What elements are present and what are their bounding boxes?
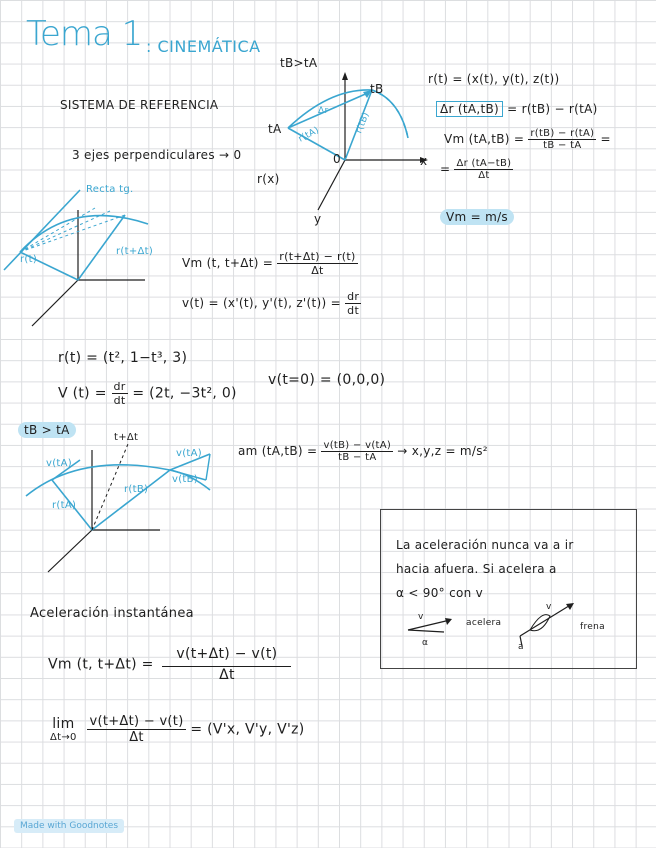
eq-v-t-frac: [345, 290, 361, 317]
label-y-axis: y: [314, 212, 322, 226]
label-tB: tB: [370, 82, 384, 96]
mid-v-tA: v(tA): [46, 458, 72, 469]
mid-v-tB: v(tB): [172, 474, 199, 485]
tb-ta-label: tB>tA: [280, 56, 318, 70]
label-origin: 0: [333, 152, 341, 166]
example-v-den: dt: [113, 394, 126, 407]
eq-vm-inst: [48, 646, 291, 683]
left-r-tdt-label: r(t+Δt): [116, 246, 154, 257]
goodnotes-badge: Made with Goodnotes: [14, 819, 124, 833]
mid-r-tB: r(tB): [124, 484, 149, 495]
eq-am-num: v(tB) − v(tA): [323, 440, 392, 451]
eq-v-t-den: dt: [347, 304, 360, 317]
sketch-acelera: acelera: [466, 618, 502, 628]
sketch-frena: frena: [580, 622, 605, 632]
eq-vm2-den: Δt: [478, 170, 490, 181]
example-v-num: dr: [113, 380, 126, 393]
eq-vm2-lhs: =: [440, 162, 451, 176]
page-title: Tema 1: [26, 14, 143, 54]
eq-am-rhs: → x,y,z = m/s²: [397, 444, 488, 458]
eq-displacement: [436, 102, 598, 116]
units-velocity: Vm = m/s: [440, 209, 514, 225]
sistema-heading: SISTEMA DE REFERENCIA: [60, 98, 219, 112]
page-subtitle: : CINEMÁTICA: [146, 37, 261, 56]
label-r-tA: r(tA): [296, 125, 321, 145]
sketch-a: a: [518, 642, 524, 652]
note-line1: La aceleración nunca va a ir: [396, 538, 574, 552]
left-r-t-label: r(t): [20, 254, 38, 265]
ejes-note: 3 ejes perpendiculares → 0: [72, 148, 242, 162]
eq-am: [238, 440, 488, 463]
sketch-alpha: α: [422, 638, 429, 648]
lim-word: lim: [52, 716, 75, 732]
example-position: r(t) = (t², 1−t³, 3): [58, 350, 188, 366]
eq-vm-t: [182, 250, 358, 277]
r-x-label: r(x): [257, 172, 280, 186]
eq-v-t-lhs: v(t) = (x'(t), y'(t), z'(t)) =: [182, 296, 341, 310]
eq-am-lhs: am (tA,tB) =: [238, 444, 318, 458]
eq-lim-den: Δt: [129, 730, 144, 745]
accel-sketch: [400, 600, 580, 660]
eq-vm-inst-frac: [162, 646, 291, 683]
example-v-rhs: = (2t, −3t², 0): [132, 385, 237, 402]
tb-ta-highlight: tB > tA: [18, 422, 76, 438]
label-delta-r: Δr: [318, 106, 329, 116]
eq-v-t: [182, 290, 361, 317]
mid-v-tA-2: v(tA): [176, 448, 202, 459]
eq-vm-ab-eq: =: [600, 132, 611, 146]
eq-vm-inst-den: Δt: [219, 667, 235, 683]
eq-vm-t-num: r(t+Δt) − r(t): [279, 250, 356, 263]
position-diagram: [260, 70, 440, 230]
eq-vm-ab: [444, 128, 611, 151]
mid-t-dt: t+Δt: [114, 432, 139, 443]
eq-displacement-lhs: Δr (tA,tB): [436, 101, 503, 117]
eq-lim-frac: [87, 714, 185, 745]
eq-vm-inst-lhs: Vm (t, t+Δt) =: [48, 656, 154, 673]
eq-am-frac: [321, 440, 393, 463]
eq-vm2-frac: [454, 158, 513, 181]
eq-position: r(t) = (x(t), y(t), z(t)): [428, 72, 560, 86]
eq-vm-ab-num: r(tB) − r(tA): [530, 128, 595, 139]
eq-am-den: tB − tA: [338, 452, 377, 463]
label-x-axis: x: [420, 154, 428, 168]
eq-vm-t-lhs: Vm (t, t+Δt) =: [182, 256, 274, 270]
note-line3: α < 90° con v: [396, 586, 484, 600]
eq-vm-t-den: Δt: [311, 264, 324, 277]
sketch-v-left: v: [418, 612, 424, 622]
lim-block: [50, 716, 77, 743]
example-v-frac: [112, 380, 128, 407]
note-line2: hacia afuera. Si acelera a: [396, 562, 557, 576]
label-r-tB: r(tB): [354, 110, 372, 136]
eq-vm-ab-den: tB − tA: [543, 140, 582, 151]
acc-inst-heading: Aceleración instantánea: [30, 606, 194, 621]
eq-v-t-num: dr: [347, 290, 360, 303]
eq-vm-ab-lhs: Vm (tA,tB) =: [444, 132, 525, 146]
label-tA: tA: [268, 122, 282, 136]
example-v0: v(t=0) = (0,0,0): [268, 372, 386, 388]
example-velocity: [58, 380, 237, 407]
recta-tg-label: Recta tg.: [86, 184, 134, 195]
eq-lim: [50, 714, 305, 745]
eq-vm-t-frac: [277, 250, 357, 277]
eq-lim-rhs: = (V'x, V'y, V'z): [190, 721, 305, 738]
mid-r-tA: r(tA): [52, 500, 77, 511]
eq-vm-inst-num: v(t+Δt) − v(t): [162, 646, 291, 667]
lim-sub: Δt→0: [50, 732, 77, 743]
eq-lim-num: v(t+Δt) − v(t): [89, 714, 184, 729]
eq-vm-ab-frac: [528, 128, 596, 151]
sketch-v-right: v: [546, 602, 552, 612]
example-v-lhs: V (t) =: [58, 385, 107, 402]
eq-vm2-num: Δr (tA−tB): [456, 158, 512, 169]
eq-vm-ab-2: [440, 158, 513, 181]
eq-displacement-rhs: = r(tB) − r(tA): [507, 102, 598, 116]
